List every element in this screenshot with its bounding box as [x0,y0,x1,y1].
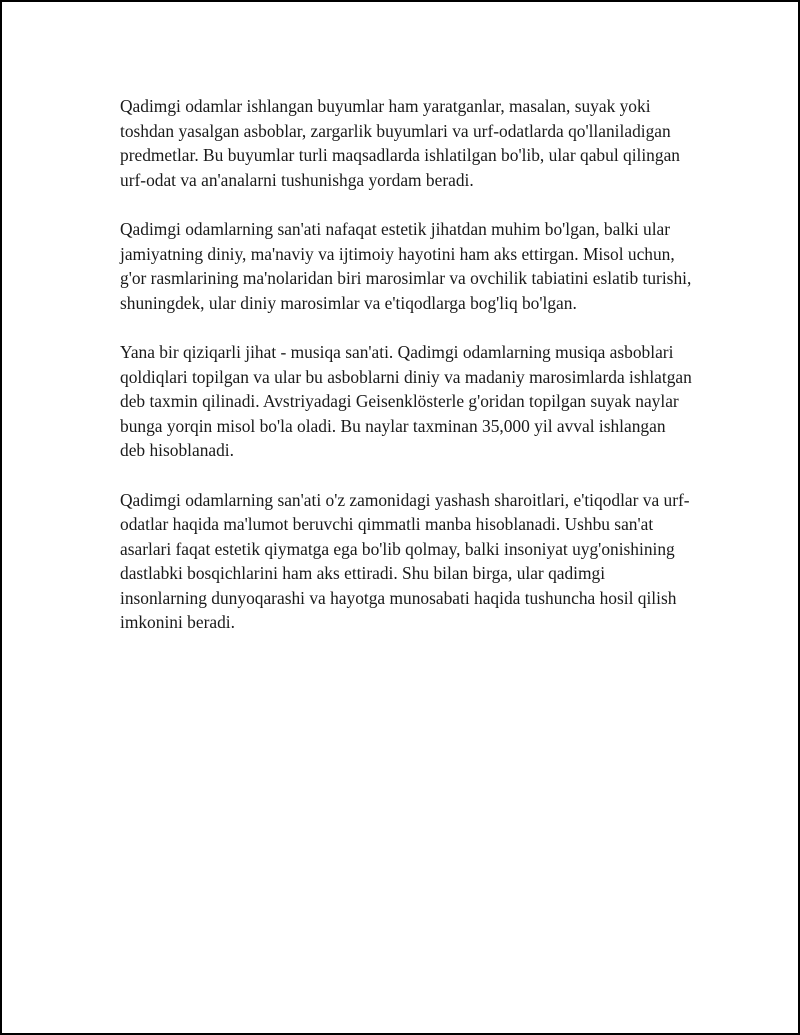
paragraph-2: Qadimgi odamlarning san'ati nafaqat estetik jihatdan muhim bo'lgan, balki ular jamiyatning diniy, ma'naviy va ijtimoiy hayotini ham aks ettirgan. Misol uchun, g'or rasmlarining ma'nolaridan biri marosimlar va ovchilik tabiatini eslatib turishi, shuningdek, ular diniy marosimlar va e'tiqodlarga bog'liq bo'lgan. [120,218,692,313]
paragraph-4: Qadimgi odamlarning san'ati o'z zamonidagi yashash sharoitlari, e'tiqodlar va urf-odatlar haqida ma'lumot beruvchi qimmatli manba hisoblanadi. Ushbu san'at asarlari faqat estetik qiymatga ega bo'lib qolmay, balki insoniyat uyg'onishining dastlabki bosqichlarini ham aks ettiradi. Shu bilan birga, ular qadimgi insonlarning dunyoqarashi va hayotga munosabati haqida tushuncha hosil qilish imkonini beradi. [120,489,690,633]
paragraph-1: Qadimgi odamlar ishlangan buyumlar ham yaratganlar, masalan, suyak yoki toshdan yasalgan asboblar, zargarlik buyumlari va urf-odatlarda qo'llaniladigan predmetlar. Bu buyumlar turli maqsadlarda ishlatilgan bo'lib, ular qabul qilingan urf-odat va an'analarni tushunishga yordam beradi. [120,96,680,190]
paragraph-3: Yana bir qiziqarli jihat - musiqa san'ati. Qadimgi odamlarning musiqa asboblari qoldiqlari topilgan va ular bu asboblarni diniy va madaniy marosimlarda ishlatgan deb taxmin qilinadi. Avstriyadagi Geisenklösterle g'oridan topilgan suyak naylar bunga yorqin misol bo'la oladi. Bu naylar taxminan 35,000 yil avval ishlangan deb hisoblanadi. [120,341,692,461]
document-body [120,94,692,660]
